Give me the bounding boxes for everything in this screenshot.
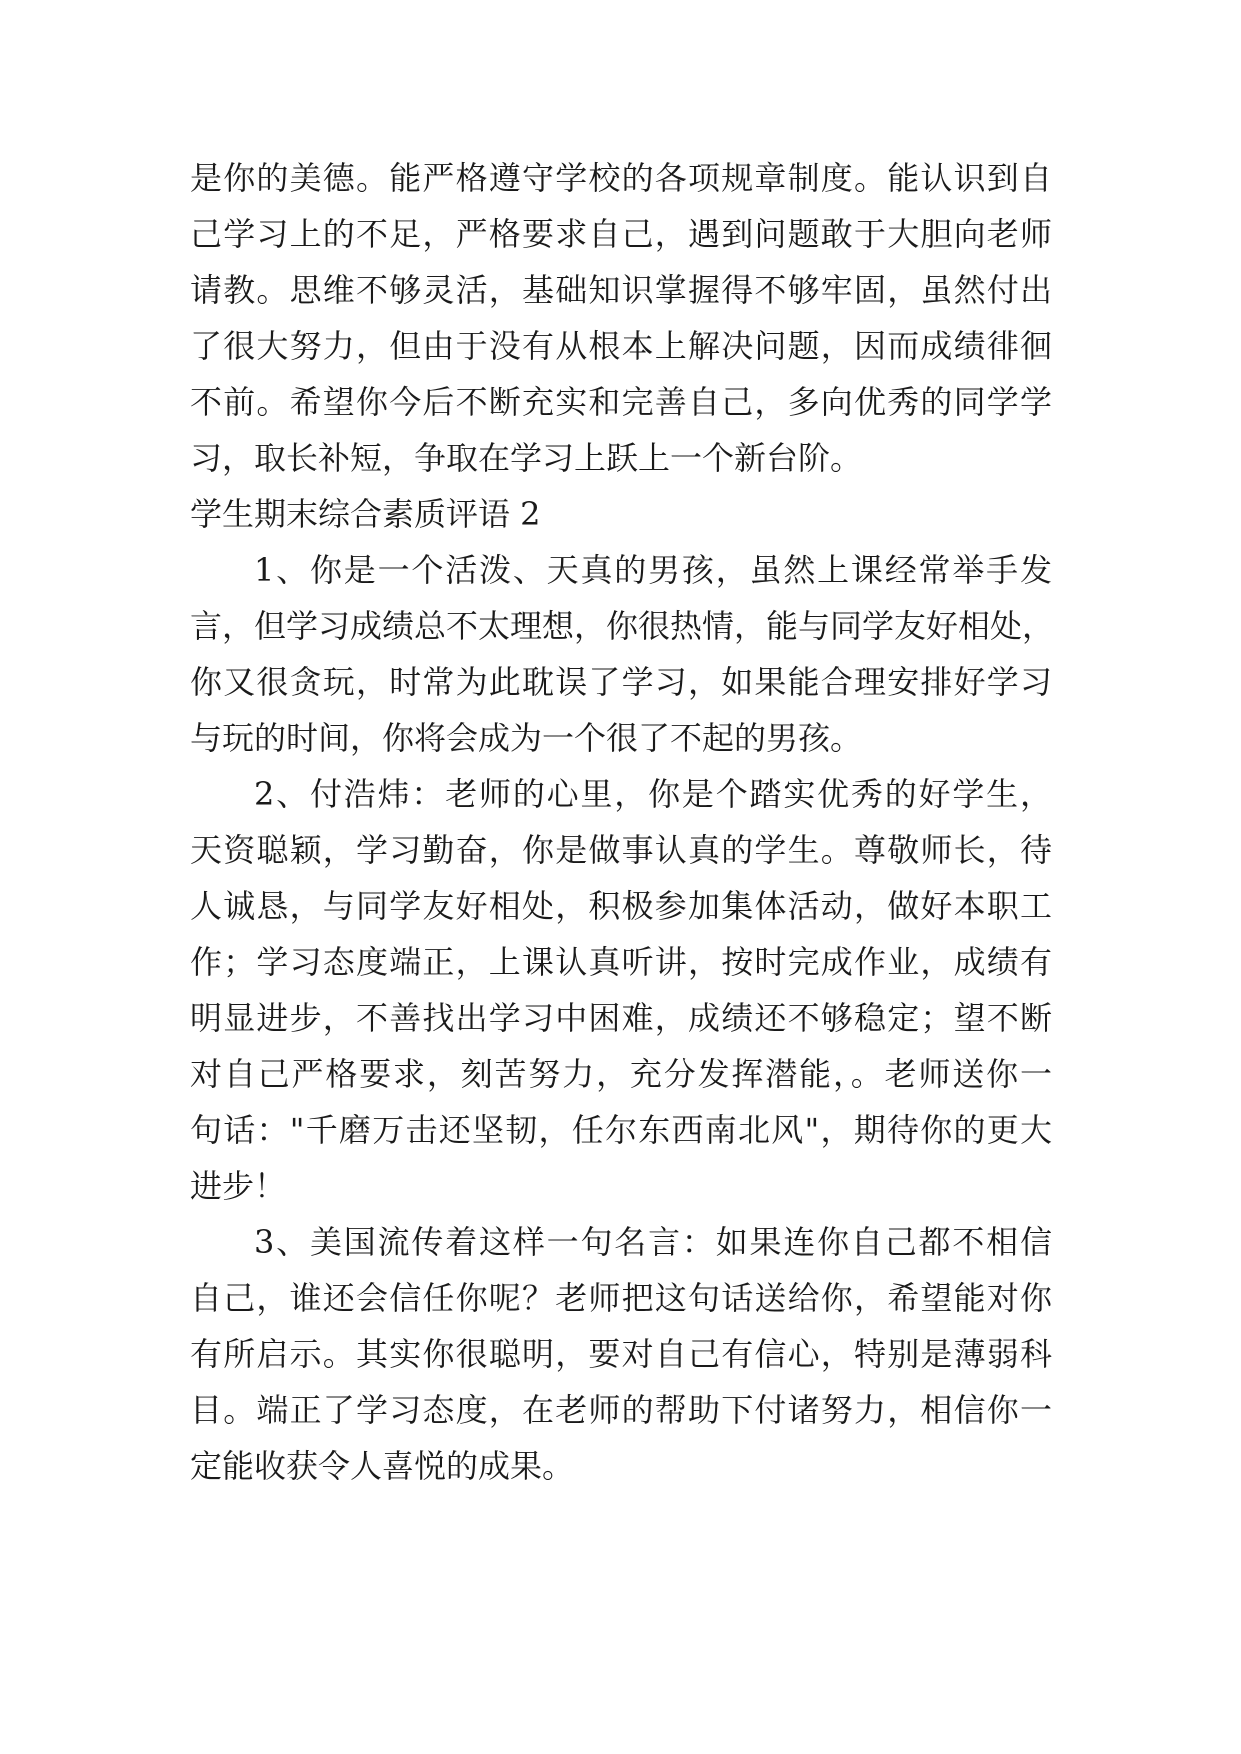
body-line: 言，但学习成绩总不太理想，你很热情，能与同学友好相处，	[190, 607, 1055, 645]
body-line: 作；学习态度端正，上课认真听讲，按时完成作业，成绩有	[190, 943, 1052, 981]
body-line: 进步！	[190, 1167, 287, 1205]
body-line: 请教。思维不够灵活，基础知识掌握得不够牢固，虽然付出	[190, 271, 1052, 309]
body-line: 目。端正了学习态度，在老师的帮助下付诸努力，相信你一	[190, 1391, 1052, 1429]
body-line: 与玩的时间，你将会成为一个很了不起的男孩。	[190, 719, 863, 757]
body-line: 己学习上的不足，严格要求自己，遇到问题敢于大胆向老师	[190, 215, 1052, 253]
body-line: 明显进步，不善找出学习中困难，成绩还不够稳定；望不断	[190, 999, 1052, 1037]
body-line: 定能收获令人喜悦的成果。	[190, 1447, 575, 1485]
body-line: 天资聪颖，学习勤奋，你是做事认真的学生。尊敬师长，待	[190, 831, 1052, 869]
body-line: 是你的美德。能严格遵守学校的各项规章制度。能认识到自	[190, 159, 1052, 197]
paragraph-first-line: 2、付浩炜：老师的心里，你是个踏实优秀的好学生，	[254, 775, 1052, 813]
body-line: 有所启示。其实你很聪明，要对自己有信心，特别是薄弱科	[190, 1335, 1052, 1373]
body-line: 你又很贪玩，时常为此耽误了学习，如果能合理安排好学习	[190, 663, 1052, 701]
body-line: 了很大努力，但由于没有从根本上解决问题，因而成绩徘徊	[190, 327, 1052, 365]
body-line: 自己，谁还会信任你呢？老师把这句话送给你，希望能对你	[190, 1279, 1052, 1317]
body-line: 句话："千磨万击还坚韧，任尔东西南北风"，期待你的更大	[190, 1111, 1052, 1149]
paragraph-first-line: 1、你是一个活泼、天真的男孩，虽然上课经常举手发	[254, 551, 1052, 589]
body-line: 习，取长补短，争取在学习上跃上一个新台阶。	[190, 439, 863, 477]
body-line: 人诚恳，与同学友好相处，积极参加集体活动，做好本职工	[190, 887, 1052, 925]
body-line: 不前。希望你今后不断充实和完善自己，多向优秀的同学学	[190, 383, 1052, 421]
body-line: 对自己严格要求，刻苦努力，充分发挥潜能，。老师送你一	[190, 1055, 1052, 1093]
section-heading: 学生期末综合素质评语 2	[190, 495, 541, 533]
paragraph-first-line: 3、美国流传着这样一句名言：如果连你自己都不相信	[254, 1223, 1052, 1261]
